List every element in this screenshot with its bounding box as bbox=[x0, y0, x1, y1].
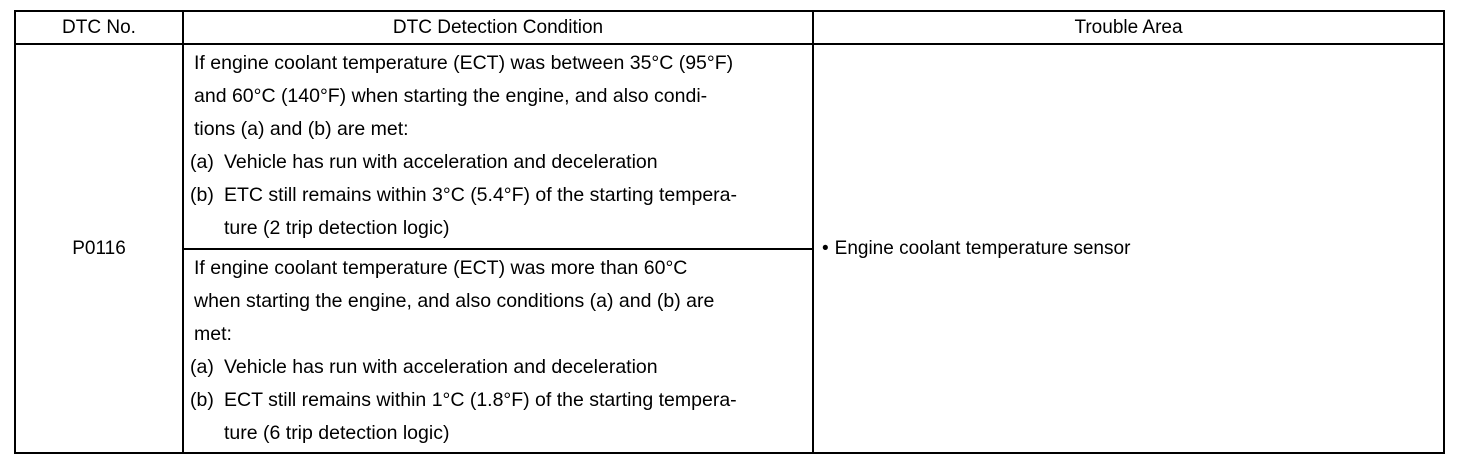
detection-condition-cell bbox=[183, 44, 813, 249]
dtc-code: P0116 bbox=[15, 44, 183, 453]
bullet-icon: • bbox=[822, 237, 829, 259]
condition-line: and 60°C (140°F) when starting the engine, and also condi- bbox=[194, 85, 708, 107]
condition-item-line: ECT still remains within 1°C (1.8°F) of the starting tempera- bbox=[224, 389, 737, 411]
condition-marker: (b) bbox=[190, 389, 214, 411]
condition-item-line: ture (6 trip detection logic) bbox=[224, 422, 450, 444]
condition-marker: (a) bbox=[190, 151, 214, 173]
table-row bbox=[15, 44, 1444, 249]
condition-marker: (b) bbox=[190, 184, 214, 206]
header-dtc-no: DTC No. bbox=[15, 11, 183, 44]
condition-block bbox=[184, 45, 812, 247]
condition-block bbox=[184, 250, 812, 452]
condition-item bbox=[190, 351, 804, 384]
dtc-table bbox=[14, 10, 1445, 454]
header-row bbox=[15, 11, 1444, 44]
condition-line: met: bbox=[194, 323, 232, 345]
condition-line: when starting the engine, and also conditions (a) and (b) are bbox=[194, 290, 715, 312]
trouble-area-text: Engine coolant temperature sensor bbox=[834, 237, 1131, 259]
trouble-area-cell bbox=[813, 44, 1444, 453]
condition-marker: (a) bbox=[190, 356, 214, 378]
condition-item-line: ture (2 trip detection logic) bbox=[224, 217, 450, 239]
condition-intro bbox=[190, 47, 804, 146]
condition-item-line: ETC still remains within 3°C (5.4°F) of the starting tempera- bbox=[224, 184, 738, 206]
condition-item bbox=[190, 384, 804, 450]
detection-condition-cell bbox=[183, 249, 813, 453]
condition-item bbox=[190, 146, 804, 179]
condition-item bbox=[190, 179, 804, 245]
condition-line: If engine coolant temperature (ECT) was more than 60°C bbox=[194, 257, 688, 279]
header-detection-condition: DTC Detection Condition bbox=[183, 11, 813, 44]
condition-item-line: Vehicle has run with acceleration and deceleration bbox=[224, 151, 658, 173]
condition-item-line: Vehicle has run with acceleration and deceleration bbox=[224, 356, 658, 378]
condition-intro bbox=[190, 252, 804, 351]
header-trouble-area: Trouble Area bbox=[813, 11, 1444, 44]
condition-line: tions (a) and (b) are met: bbox=[194, 118, 409, 140]
condition-line: If engine coolant temperature (ECT) was between 35°C (95°F) bbox=[194, 52, 734, 74]
